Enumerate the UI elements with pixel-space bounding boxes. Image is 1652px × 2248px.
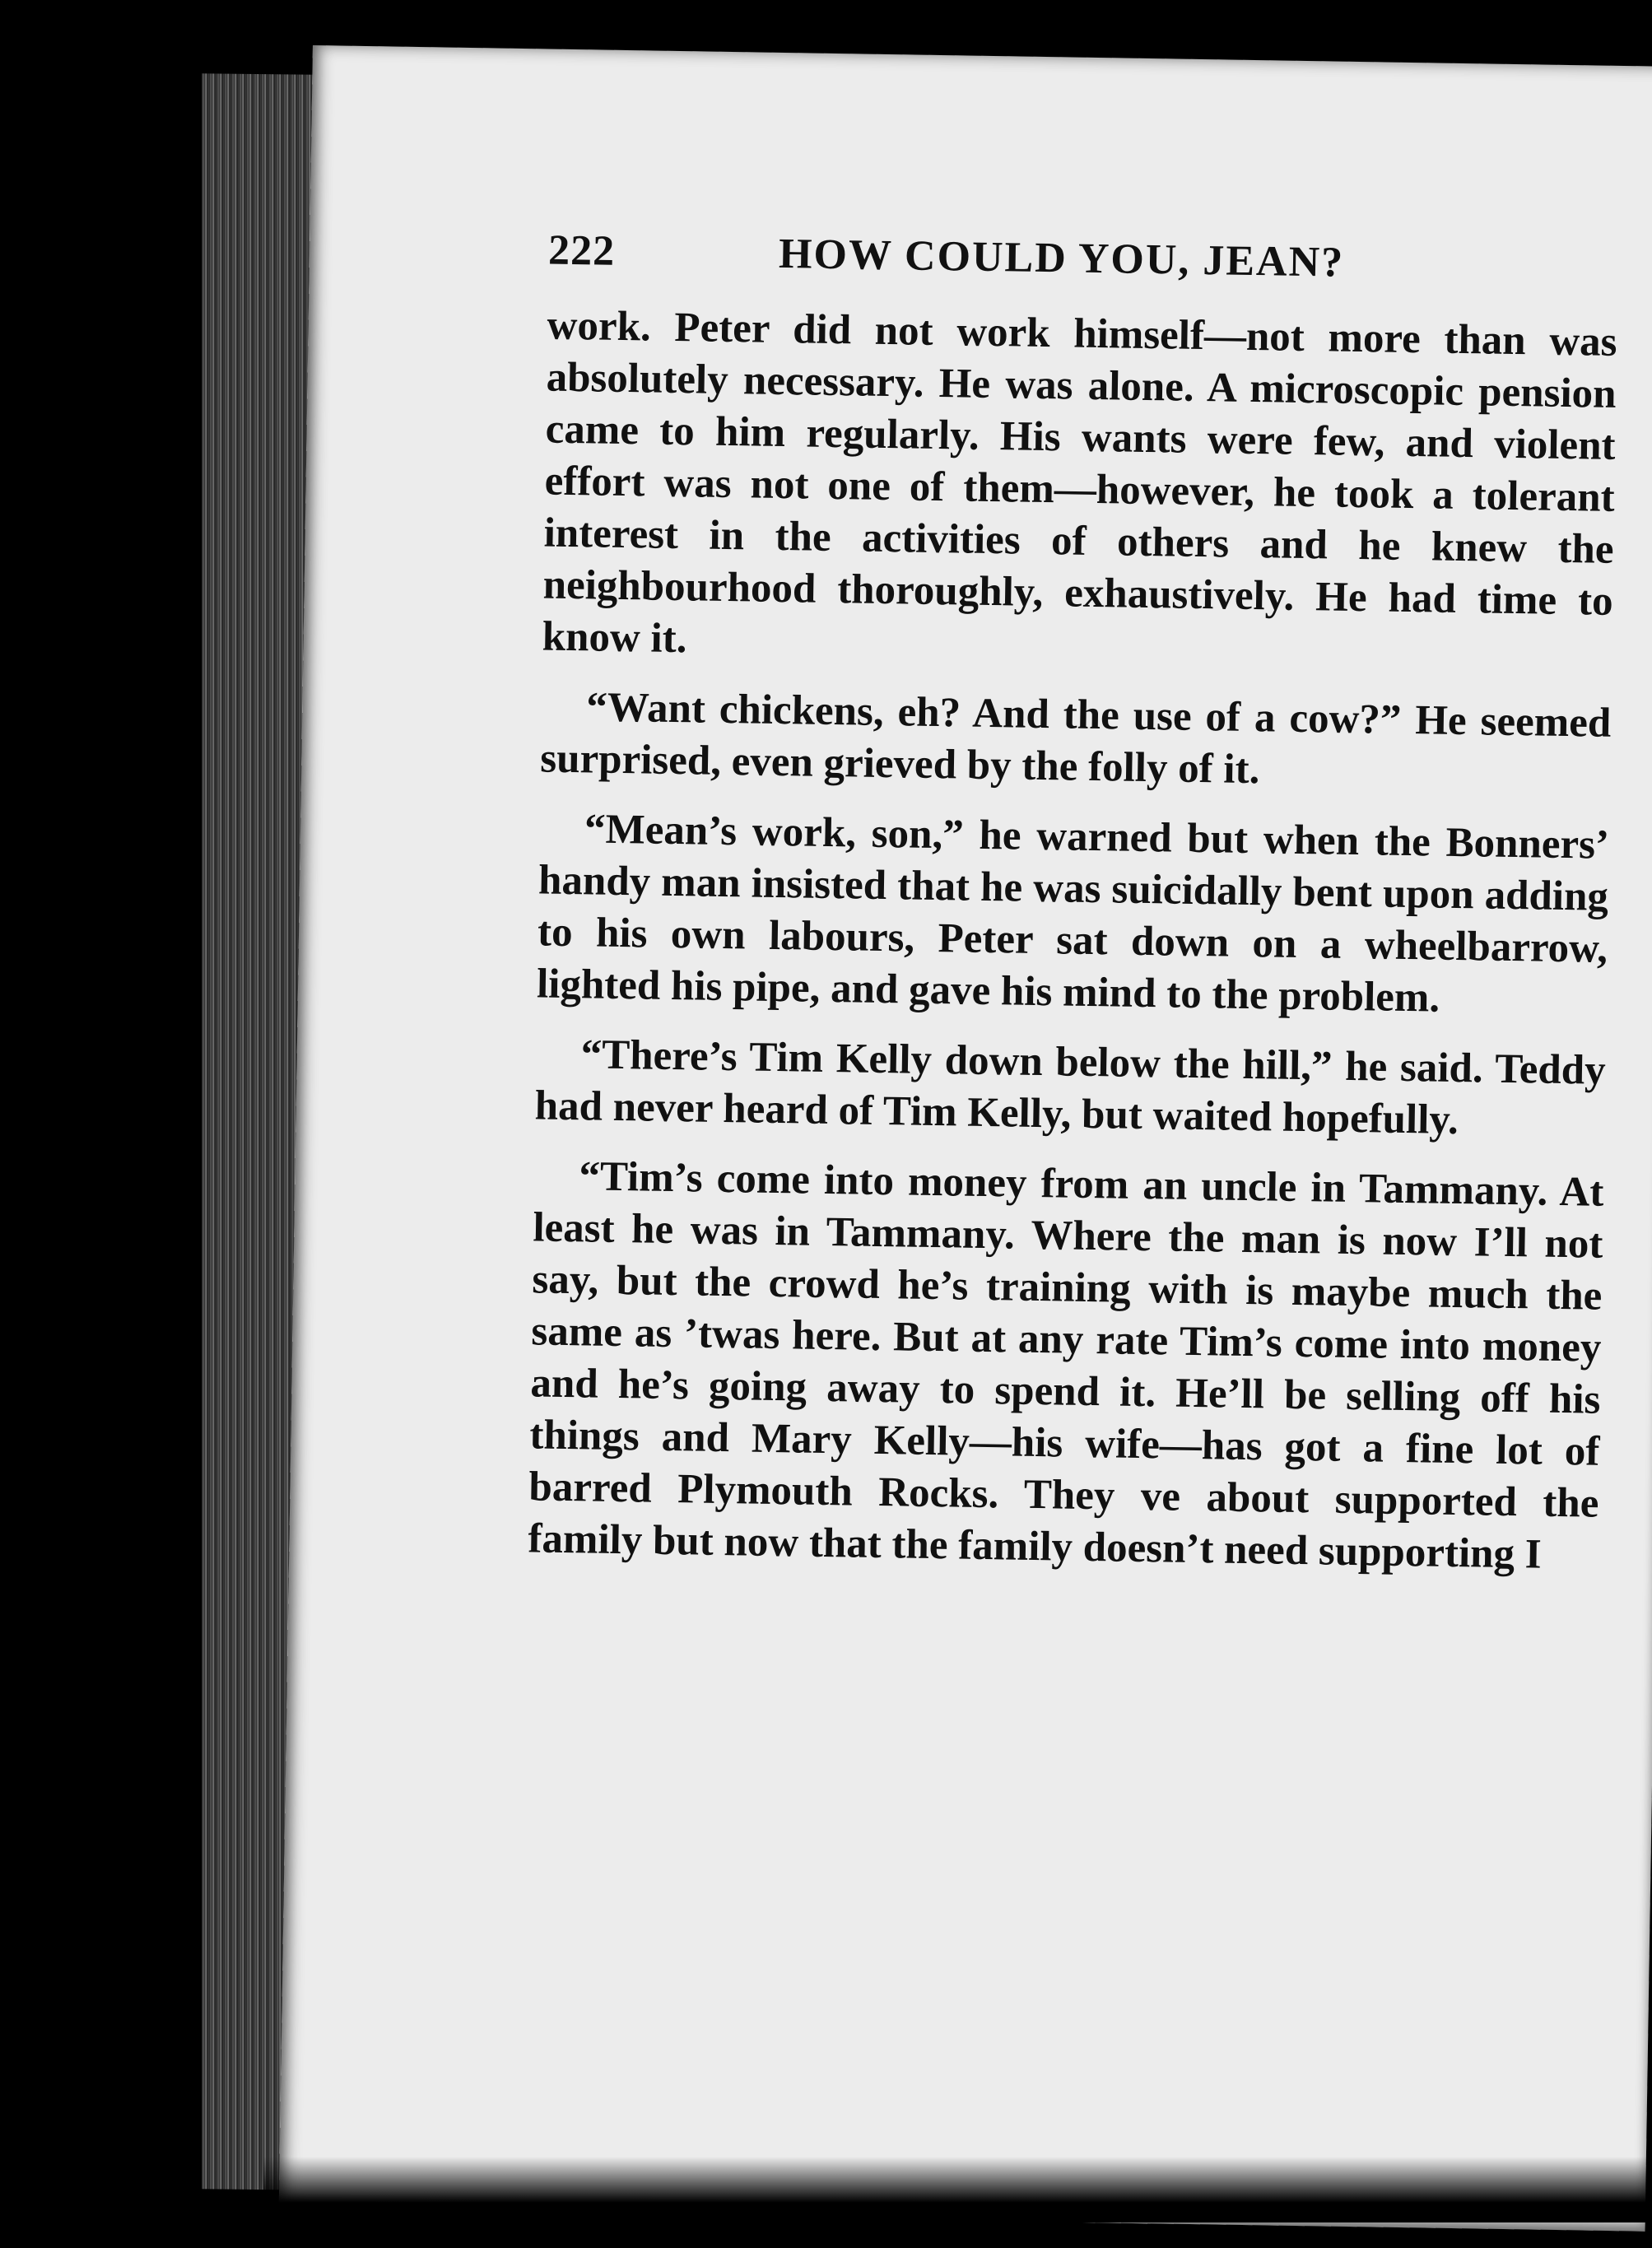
paragraph: “Mean’s work, son,” he warned but when the Bonners’ handy man insisted that he was suicidally bent upon adding to his own labours, Peter sat down on a wheelbarrow, lighted his pipe, and gave his mind to the problem. — [536, 806, 1610, 1022]
bottom-edge-shadow — [263, 2157, 1652, 2222]
paragraph: “Want chickens, eh? And the use of a cow?” He seemed surprised, even grieved by the folly of it. — [539, 684, 1612, 794]
paragraph: “Tim’s come into money from an uncle in Tammany. At least he was in Tammany. Where the man is now I’ll not say, but the crowd he’s training with is maybe much the same as ’twas here. But at any rate Tim’s come into money and he’s going away to spend it. He’ll be selling off his things and Mary Kelly—his wife—has got a fine lot of barred Plymouth Rocks. They ve about supported the family but now that the family doesn’t need supporting I — [528, 1153, 1604, 1578]
page-content — [528, 226, 1619, 1600]
running-title: HOW COULD YOU, JEAN? — [778, 230, 1345, 286]
page-sheet — [279, 45, 1652, 2232]
paragraph-continuation: work. Peter did not work himself—not more than was absolutely necessary. He was alone. A microscopic pension came to him regularly. His wants were few, and violent effort was not one of them—however, he took a tolerant interest in the activities of others and he knew the neighbourhood thoroughly, exhaustively. He had time to know it. — [542, 302, 1617, 663]
paragraph: “There’s Tim Kelly down below the hill,” he said. Teddy had never heard of Tim Kelly, but waited hopefully. — [534, 1031, 1607, 1144]
page-number: 222 — [547, 226, 616, 275]
